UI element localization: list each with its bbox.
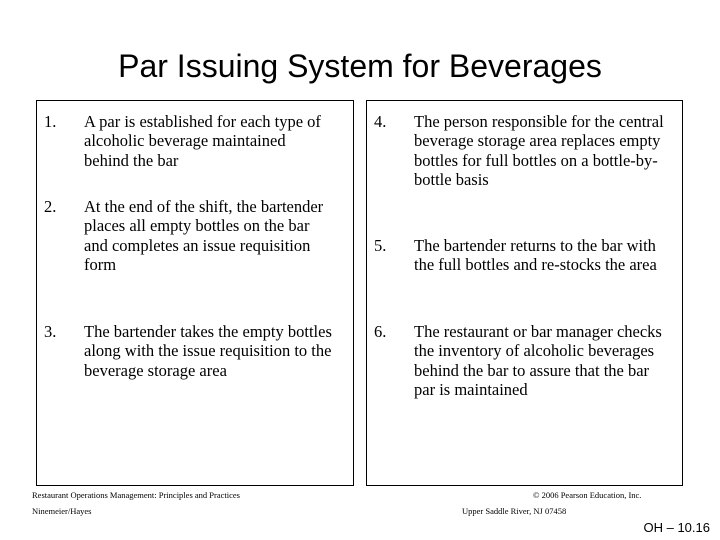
step-number: 2. (44, 197, 57, 216)
step-number: 5. (374, 236, 387, 255)
step-number: 6. (374, 322, 387, 341)
footer-copyright: © 2006 Pearson Education, Inc. (533, 490, 642, 500)
step-text: At the end of the shift, the bartender places all empty bottles on the bar and completes an issue requisition form (84, 197, 324, 275)
step-text: The bartender returns to the bar with the full bottles and re-stocks the area (414, 236, 657, 275)
step-number: 4. (374, 112, 387, 131)
footer-address: Upper Saddle River, NJ 07458 (462, 506, 567, 516)
step-text: The restaurant or bar manager checks the inventory of alcoholic beverages behind the bar to assure that the bar par is maintained (414, 322, 662, 400)
step-number: 1. (44, 112, 57, 131)
step-number: 3. (44, 322, 57, 341)
slide-title: Par Issuing System for Beverages (118, 48, 602, 84)
footer-book-title: Restaurant Operations Management: Principles and Practices (32, 490, 240, 500)
slide-number: OH – 10.16 (643, 520, 710, 535)
footer-authors: Ninemeier/Hayes (32, 506, 92, 516)
step-text: The bartender takes the empty bottles along with the issue requisition to the beverage storage area (84, 322, 332, 380)
step-text: A par is established for each type of alcoholic beverage maintained behind the bar (84, 112, 321, 170)
step-text: The person responsible for the central beverage storage area replaces empty bottles for full bottles on a bottle-by-bottle basis (414, 112, 664, 190)
